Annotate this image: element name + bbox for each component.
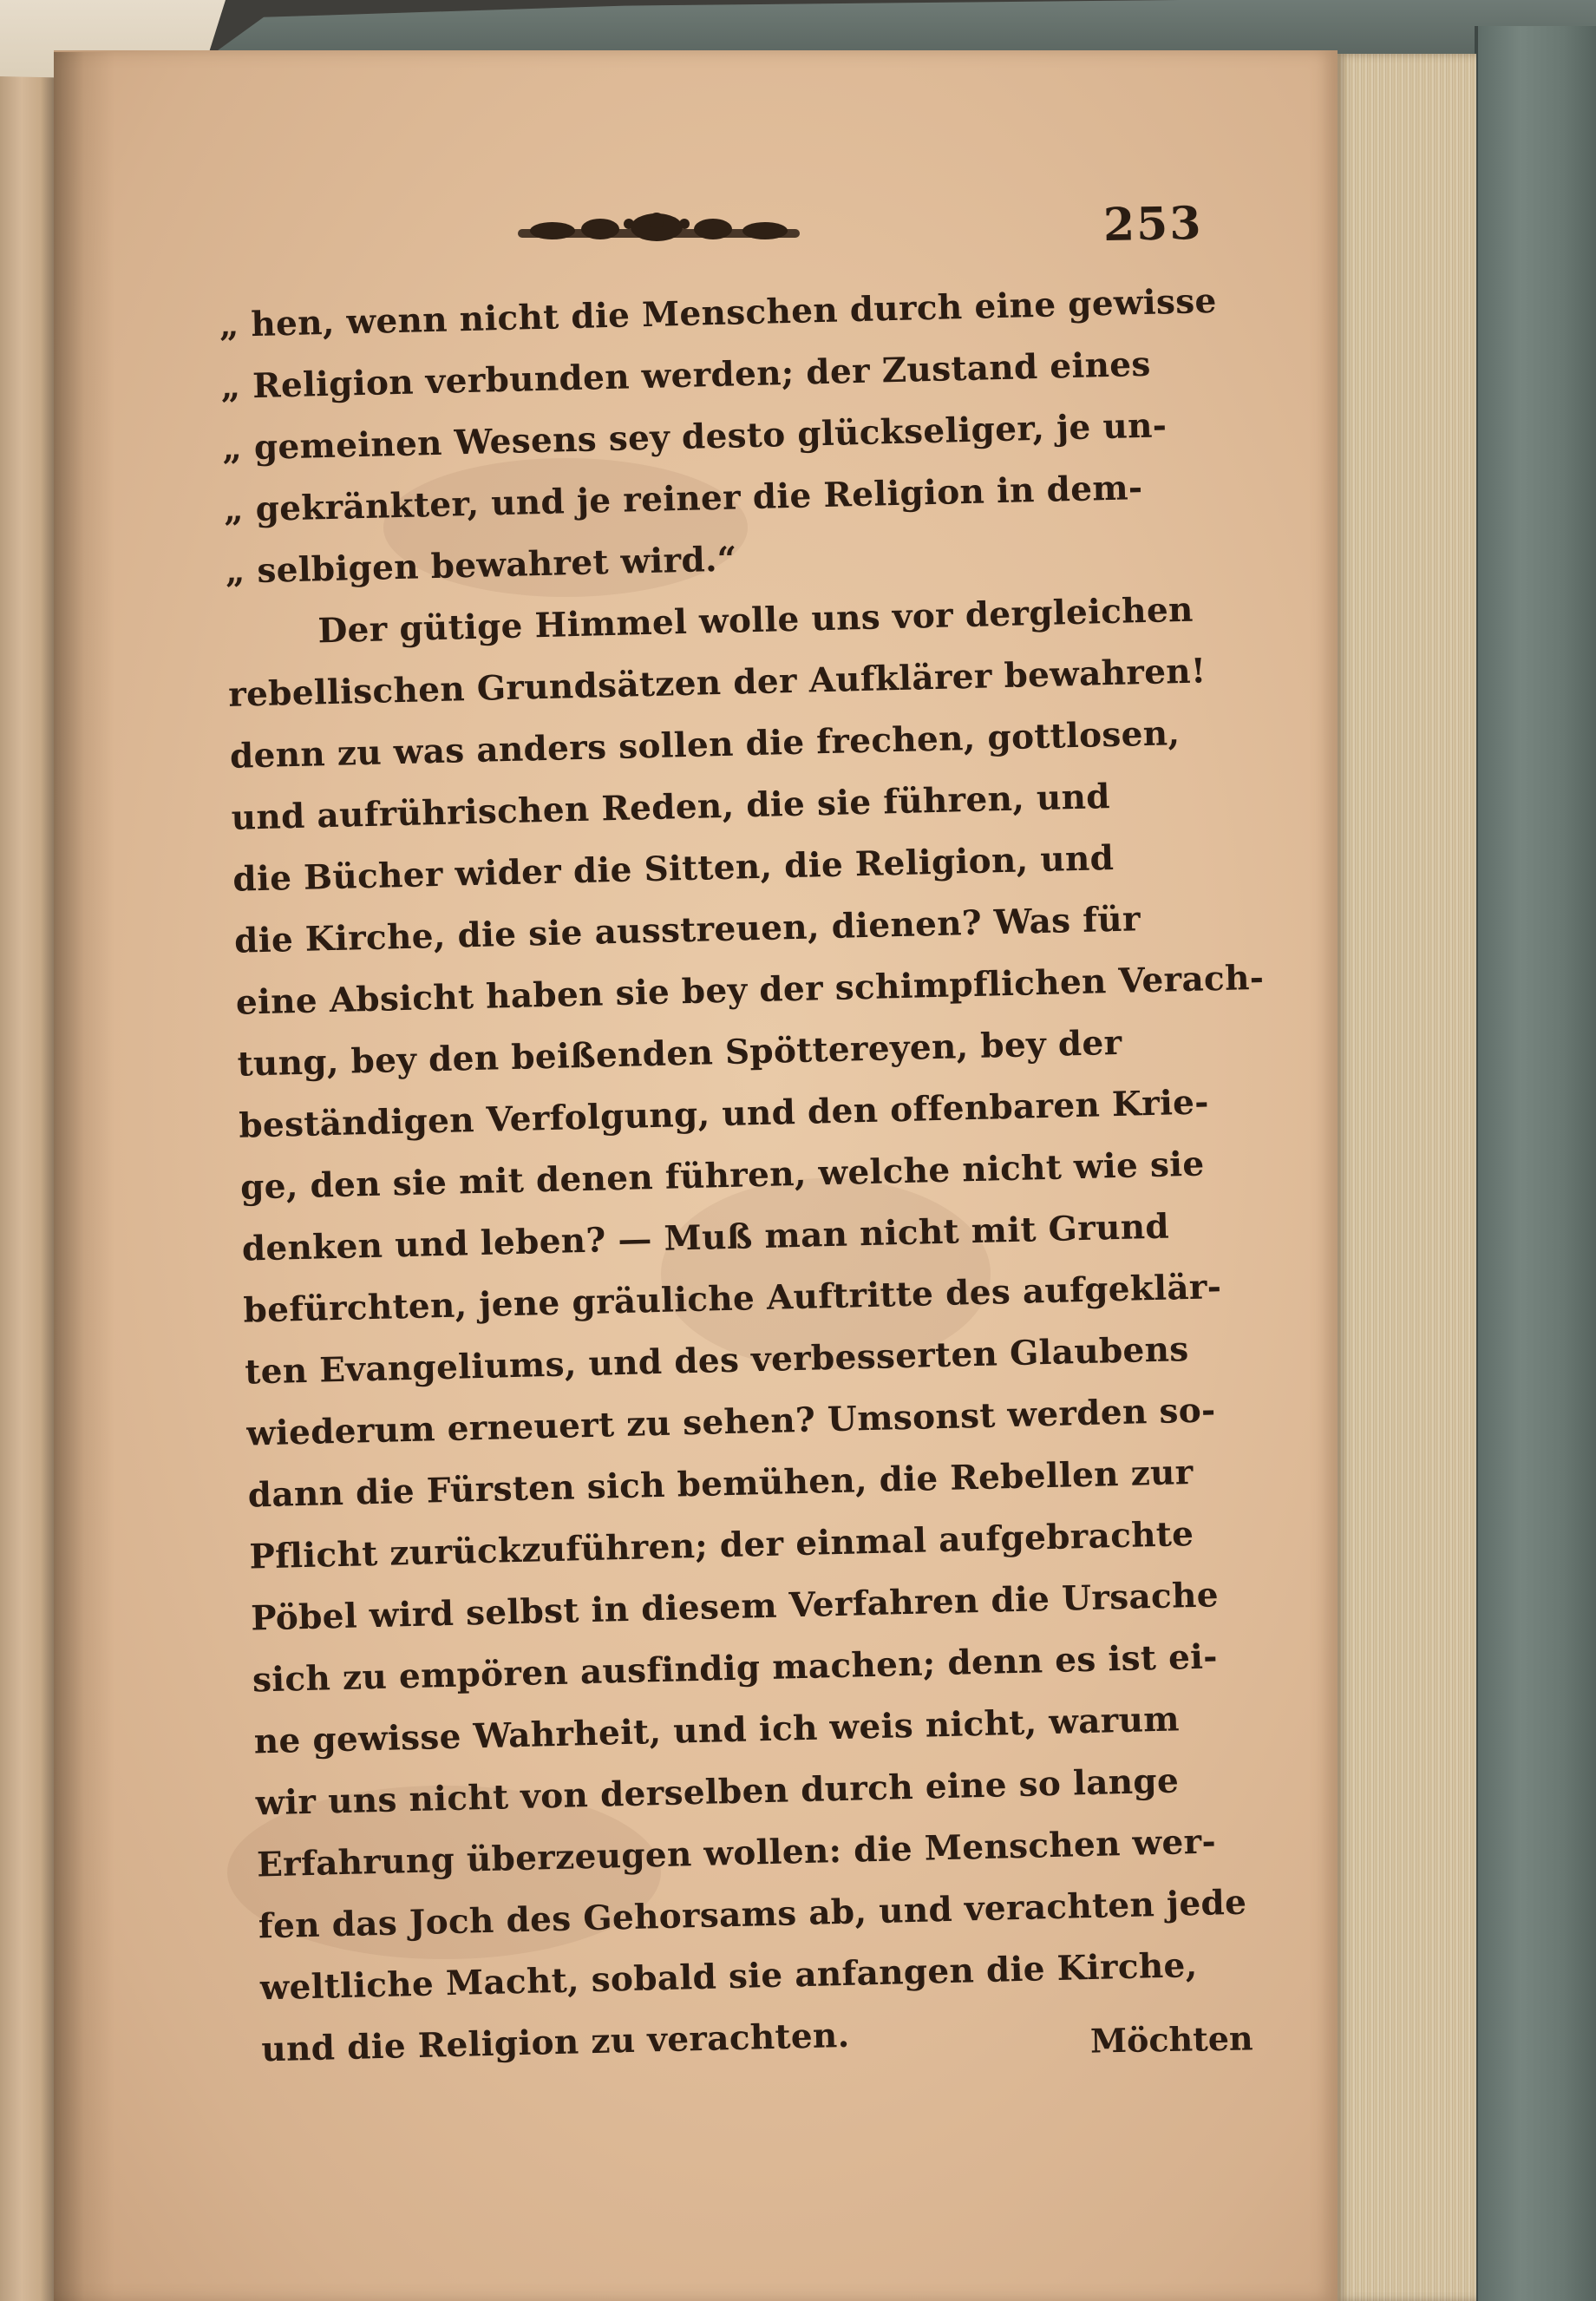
text-line: fen das Joch des Gehorsams ab, und verachten jede [258, 1882, 1247, 1947]
headpiece-ornament [518, 203, 800, 255]
text-line: wiederum erneuert zu sehen? Umsonst werden so- [245, 1390, 1217, 1454]
catchword: Möchten [1089, 2018, 1253, 2061]
text-line: befürchten, jene gräuliche Auftritte des aufgeklär- [243, 1267, 1222, 1331]
page-stack-edge [1338, 54, 1476, 2301]
text-line: denken und leben? — Muß man nicht mit Grund [241, 1206, 1170, 1269]
text-line: tung, bey den beißenden Spöttereyen, bey der [237, 1022, 1122, 1085]
text-line: die Bücher wider die Sitten, die Religion, und [232, 837, 1115, 900]
page-text [219, 270, 1303, 2081]
text-line: Pflicht zurückzuführen; der einmal aufgebrachte [248, 1513, 1194, 1577]
text-line: die Kirche, die sie ausstreuen, dienen? Was für [233, 899, 1141, 961]
text-line: wir uns nicht von derselben durch eine so lange [254, 1760, 1180, 1824]
book-page [54, 50, 1338, 2301]
text-line: und aufrührischen Reden, die sie führen, und [231, 777, 1111, 838]
text-line: beständigen Verfolgung, und den offenbaren Krie- [238, 1082, 1210, 1146]
text-line: sich zu empören ausfindig machen; denn es ist ei- [252, 1636, 1219, 1701]
text-line: Erfahrung überzeugen wollen: die Menschen wer- [256, 1821, 1217, 1885]
text-line: „ Religion verbunden werden; der Zustand eines [220, 344, 1152, 407]
text-line: „ gekränkter, und je reiner die Religion in dem- [223, 468, 1143, 530]
text-line: „ selbigen bewahret wird.“ [225, 539, 738, 592]
book-cover-board [1475, 26, 1596, 2301]
gutter-shadow [54, 52, 114, 2301]
text-line: ge, den sie mit denen führen, welche nicht wie sie [239, 1144, 1205, 1208]
previous-page-edge [0, 52, 56, 2301]
text-line: eine Absicht haben sie bey der schimpflichen Verach- [235, 957, 1265, 1023]
text-line: denn zu was anders sollen die frechen, gottlosen, [229, 713, 1181, 777]
page-number: 253 [1102, 196, 1203, 252]
text-line: ne gewisse Wahrheit, und ich weis nicht, warum [253, 1699, 1181, 1762]
text-line: weltliche Macht, sobald sie anfangen die Kirche, [259, 1945, 1198, 2009]
text-line: ten Evangeliums, und des verbesserten Glaubens [244, 1329, 1190, 1393]
text-line: „ gemeinen Wesens sey desto glückseliger, je un- [221, 405, 1168, 469]
text-line: dann die Fürsten sich bemühen, die Rebellen zur [247, 1452, 1194, 1516]
text-line: und die Religion zu verachten. [260, 2015, 850, 2070]
text-line: „ hen, wenn nicht die Menschen durch eine gewisse [219, 280, 1218, 345]
book-cover-top [208, 0, 1596, 57]
text-line: Der gütige Himmel wolle uns vor dergleichen [317, 589, 1194, 652]
text-line: rebellischen Grundsätzen der Aufklärer bewahren! [227, 651, 1207, 715]
text-line: Pöbel wird selbst in diesem Verfahren die Ursache [250, 1575, 1220, 1639]
